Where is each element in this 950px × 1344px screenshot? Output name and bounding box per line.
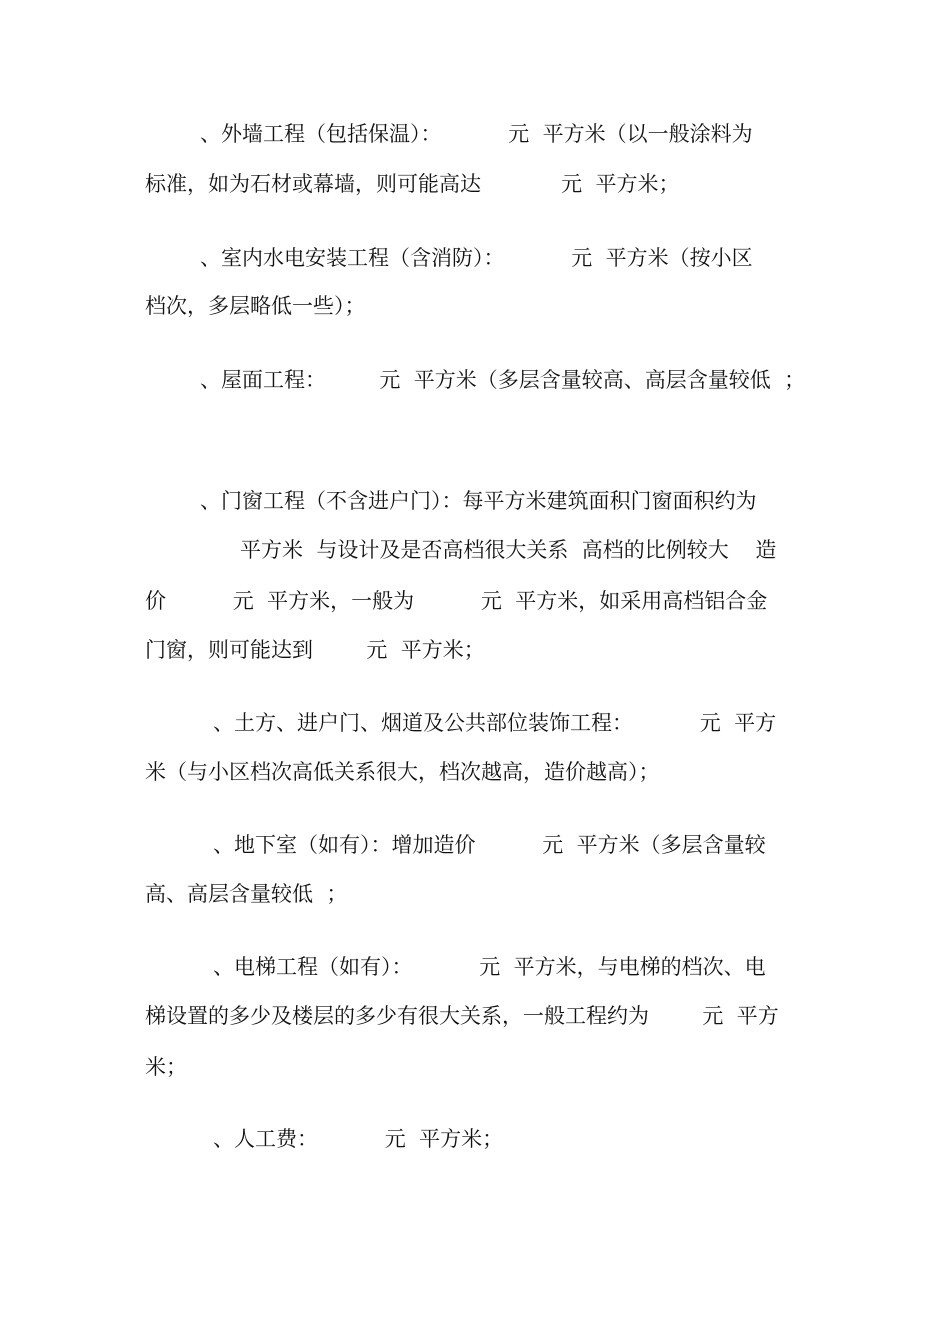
elevator-line-2: 梯设置的多少及楼层的多少有很大关系，一般工程约为 元 平方 bbox=[145, 1004, 779, 1028]
doors-windows-line-1: 、门窗工程（不含进户门）：每平方米建筑面积门窗面积约为 bbox=[200, 489, 757, 513]
indoor-mep-line-1: 、室内水电安装工程（含消防）： 元 平方米（按小区 bbox=[200, 246, 753, 270]
exterior-wall-line-1: 、外墙工程（包括保温）： 元 平方米（以一般涂料为 bbox=[200, 122, 753, 146]
exterior-wall-line-2: 标准，如为石材或幕墙，则可能高达 元 平方米； bbox=[145, 172, 680, 196]
doors-windows-line-3: 价 元 平方米，一般为 元 平方米，如采用高档铝合金 bbox=[145, 589, 768, 613]
basement-line-1: 、地下室（如有）：增加造价 元 平方米（多层含量较 bbox=[213, 833, 766, 857]
earthwork-line-2: 米（与小区档次高低关系很大，档次越高，造价越高）； bbox=[145, 760, 660, 784]
elevator-line-1: 、电梯工程（如有）： 元 平方米，与电梯的档次、电 bbox=[213, 955, 766, 979]
elevator-line-3: 米； bbox=[145, 1055, 187, 1079]
basement-line-2: 高、高层含量较低 ； bbox=[145, 882, 348, 906]
indoor-mep-line-2: 档次，多层略低一些）； bbox=[145, 294, 366, 318]
labor-line-1: 、人工费： 元 平方米； bbox=[213, 1127, 504, 1151]
doors-windows-line-2: 平方米 与设计及是否高档很大关系 高档的比例较大 造 bbox=[240, 538, 777, 562]
earthwork-line-1: 、土方、进户门、烟道及公共部位装饰工程： 元 平方 bbox=[213, 711, 777, 735]
doors-windows-line-4: 门窗，则可能达到 元 平方米； bbox=[145, 638, 485, 662]
roof-line-1: 、屋面工程： 元 平方米（多层含量较高、高层含量较低 ； bbox=[200, 368, 806, 392]
